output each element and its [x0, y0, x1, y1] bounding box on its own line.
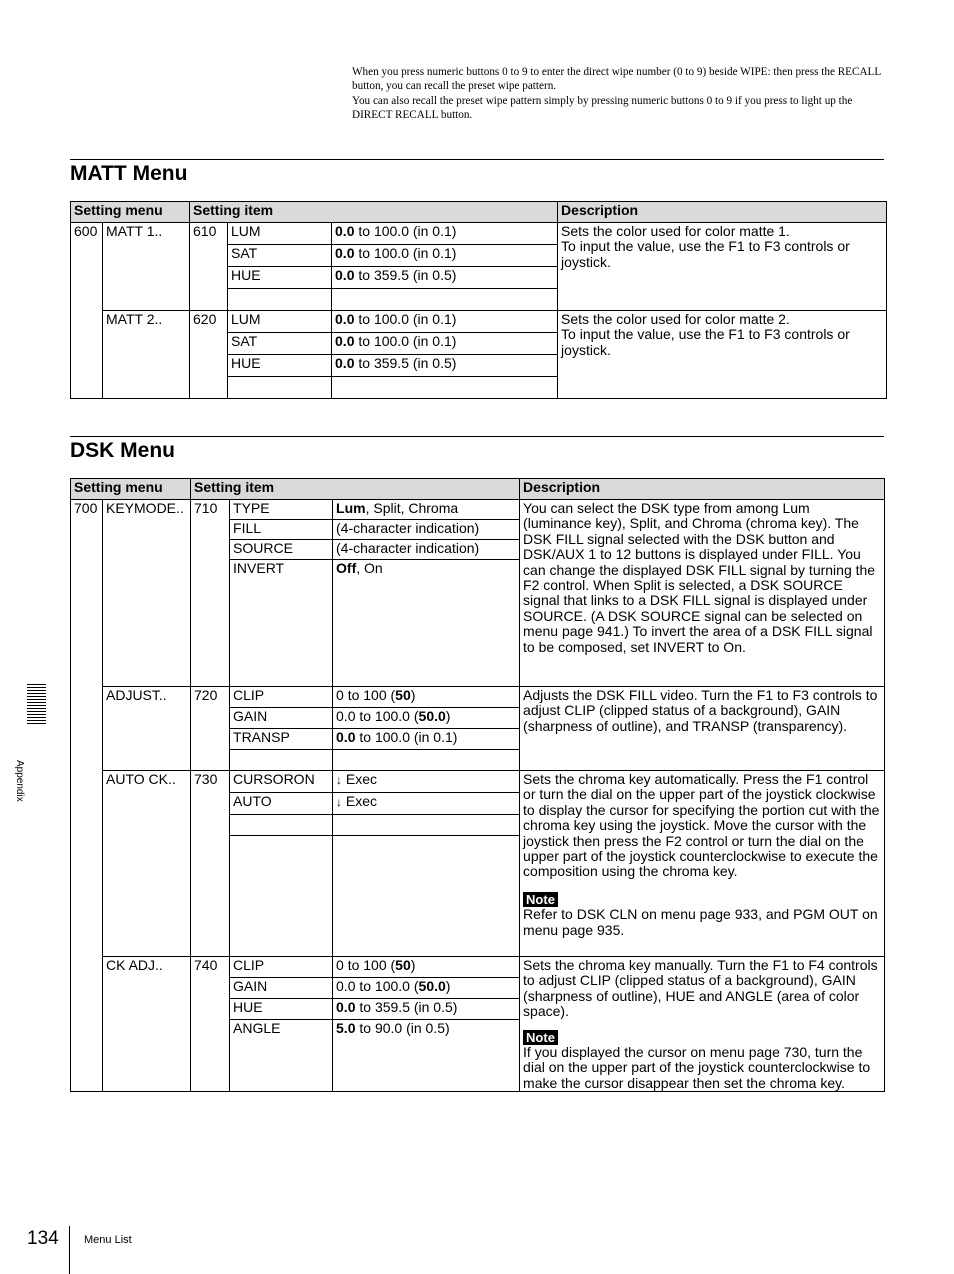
item-value: Lum, Split, Chroma — [333, 500, 520, 520]
header-setting-menu: Setting menu — [71, 202, 190, 223]
table-row — [71, 687, 885, 708]
note-text: Refer to DSK CLN on menu page 933, and PGM OUT on menu page 935. — [523, 906, 878, 938]
item-name: HUE — [228, 267, 332, 289]
item-name: SAT — [228, 333, 332, 355]
matt-menu-heading: MATT Menu — [70, 162, 188, 185]
description-cell: Sets the chroma key automatically. Press the F1 control or turn the dial on the upper part of the joystick clockwise to display the cursor for specifying the portion cut with the chroma key using the joystick. Move the cursor with the joystick then press the F2 control or turn the dial on the upper part of the joystick counterclockwise to execute the composition using the chroma key. Note Refer to DSK CLN on menu page 933, and PGM OUT on menu page 935. — [520, 771, 885, 957]
description-cell: Sets the color used for color matte 1. To input the value, use the F1 to F3 controls or joystick. — [558, 223, 887, 311]
description-cell: Sets the color used for color matte 2. To input the value, use the F1 to F3 controls or joystick. — [558, 311, 887, 399]
item-name: AUTO — [230, 793, 333, 815]
note-badge: Note — [523, 892, 558, 907]
item-name: TRANSP — [230, 729, 333, 750]
item-name: CLIP — [230, 957, 333, 978]
page-name-cell: AUTO CK.. — [103, 771, 191, 957]
table-row — [71, 500, 885, 520]
intro-paragraph-2: You can also recall the preset wipe pattern simply by pressing numeric buttons 0 to 9 if you press to light up the DIRECT RECALL button. — [352, 94, 853, 122]
description-cell: Adjusts the DSK FILL video. Turn the F1 to F3 controls to adjust CLIP (clipped status of a background), GAIN (sharpness of outline), and TRANSP (transparency). — [520, 687, 885, 771]
item-value: 0 to 100 (50) — [333, 687, 520, 708]
section-rule — [70, 436, 884, 437]
item-name: CLIP — [230, 687, 333, 708]
item-name: FILL — [230, 520, 333, 540]
section-rule — [70, 159, 884, 160]
item-name: TYPE — [230, 500, 333, 520]
item-number-cell: 730 — [191, 771, 230, 957]
table-row — [71, 311, 887, 333]
item-number-cell: 740 — [191, 957, 230, 1092]
page-name-cell: MATT 1.. — [103, 223, 190, 311]
item-value: ↓ Exec — [333, 793, 520, 815]
item-value: 0.0 to 100.0 (in 0.1) — [332, 333, 558, 355]
footer-section-label: Menu List — [84, 1234, 132, 1246]
page-number-cell: 600 — [71, 223, 103, 399]
description-cell: You can select the DSK type from among Lum (luminance key), Split, and Chroma (chroma key). The DSK FILL signal selected with the DSK button and DSK/AUX 1 to 12 buttons is displayed under FILL. You can change the displayed DSK FILL signal by turning the F2 control. When Split is selected, a DSK SOURCE signal that links to a DSK FILL signal is displayed under SOURCE. (A DSK SOURCE signal can be selected on menu page 941.) To invert the area of a DSK FILL signal to be composed, set INVERT to On. — [520, 500, 885, 687]
table-row — [71, 223, 887, 245]
page-number-cell: 700 — [71, 500, 103, 1092]
item-name: GAIN — [230, 708, 333, 729]
header-setting-item: Setting item — [191, 479, 520, 500]
intro-paragraph-1: When you press numeric buttons 0 to 9 to enter the direct wipe number (0 to 9) beside WIPE: then press the RECALL button, you can recall the preset wipe pattern. — [352, 66, 881, 93]
footer-divider — [69, 1226, 70, 1274]
item-name: ANGLE — [230, 1020, 333, 1092]
header-description: Description — [558, 202, 887, 223]
item-value: 0.0 to 100.0 (50.0) — [333, 978, 520, 999]
item-name: HUE — [230, 999, 333, 1020]
item-number-cell: 620 — [190, 311, 228, 399]
note-text: If you displayed the cursor on menu page 730, turn the dial on the upper part of the joystick counterclockwise to make the cursor disappear then set the chroma key. — [523, 1044, 871, 1091]
item-name: HUE — [228, 355, 332, 377]
item-value: 5.0 to 90.0 (in 0.5) — [333, 1020, 520, 1092]
page-name-cell: ADJUST.. — [103, 687, 191, 771]
item-name: SOURCE — [230, 540, 333, 560]
page-name-cell: MATT 2.. — [103, 311, 190, 399]
page-name-cell: KEYMODE.. — [103, 500, 191, 687]
arrow-down-icon: ↓ — [336, 795, 343, 809]
item-value: ↓ Exec — [333, 771, 520, 793]
page-name-cell: CK ADJ.. — [103, 957, 191, 1092]
table-header-row — [71, 202, 887, 223]
item-value: 0.0 to 100.0 (in 0.1) — [333, 729, 520, 750]
item-name: LUM — [228, 223, 332, 245]
item-value: 0.0 to 359.5 (in 0.5) — [332, 355, 558, 377]
item-name: SAT — [228, 245, 332, 267]
arrow-down-icon: ↓ — [336, 773, 343, 787]
item-number-cell: 610 — [190, 223, 228, 311]
table-row — [71, 957, 885, 978]
matt-menu-table — [70, 201, 887, 399]
intro-text — [352, 65, 884, 123]
dsk-menu-table — [70, 478, 885, 1092]
item-value: 0.0 to 359.5 (in 0.5) — [333, 999, 520, 1020]
item-value: 0.0 to 100.0 (50.0) — [333, 708, 520, 729]
item-value: 0.0 to 359.5 (in 0.5) — [332, 267, 558, 289]
item-name: INVERT — [230, 560, 333, 687]
appendix-tab-marker — [27, 684, 46, 724]
item-value: 0.0 to 100.0 (in 0.1) — [332, 311, 558, 333]
item-value: (4-character indication) — [333, 540, 520, 560]
item-value: Off, On — [333, 560, 520, 687]
table-header-row — [71, 479, 885, 500]
table-row — [71, 771, 885, 793]
item-name: LUM — [228, 311, 332, 333]
header-description: Description — [520, 479, 885, 500]
item-value: (4-character indication) — [333, 520, 520, 540]
header-setting-item: Setting item — [190, 202, 558, 223]
note-badge: Note — [523, 1030, 558, 1045]
header-setting-menu: Setting menu — [71, 479, 191, 500]
item-name: CURSORON — [230, 771, 333, 793]
item-value: 0.0 to 100.0 (in 0.1) — [332, 223, 558, 245]
item-number-cell: 720 — [191, 687, 230, 771]
item-value: 0.0 to 100.0 (in 0.1) — [332, 245, 558, 267]
item-name: GAIN — [230, 978, 333, 999]
page-number: 134 — [27, 1228, 59, 1249]
description-cell: Sets the chroma key manually. Turn the F1 to F4 controls to adjust CLIP (clipped status of a background), GAIN (sharpness of outline), HUE and ANGLE (area of color space). Note If you displayed the cursor on menu page 730, turn the dial on the upper part of the joystick counterclockwise to make the cursor disappear then set the chroma key. — [520, 957, 885, 1092]
side-section-label: Appendix — [14, 760, 25, 802]
item-number-cell: 710 — [191, 500, 230, 687]
item-value: 0 to 100 (50) — [333, 957, 520, 978]
dsk-menu-heading: DSK Menu — [70, 439, 175, 462]
